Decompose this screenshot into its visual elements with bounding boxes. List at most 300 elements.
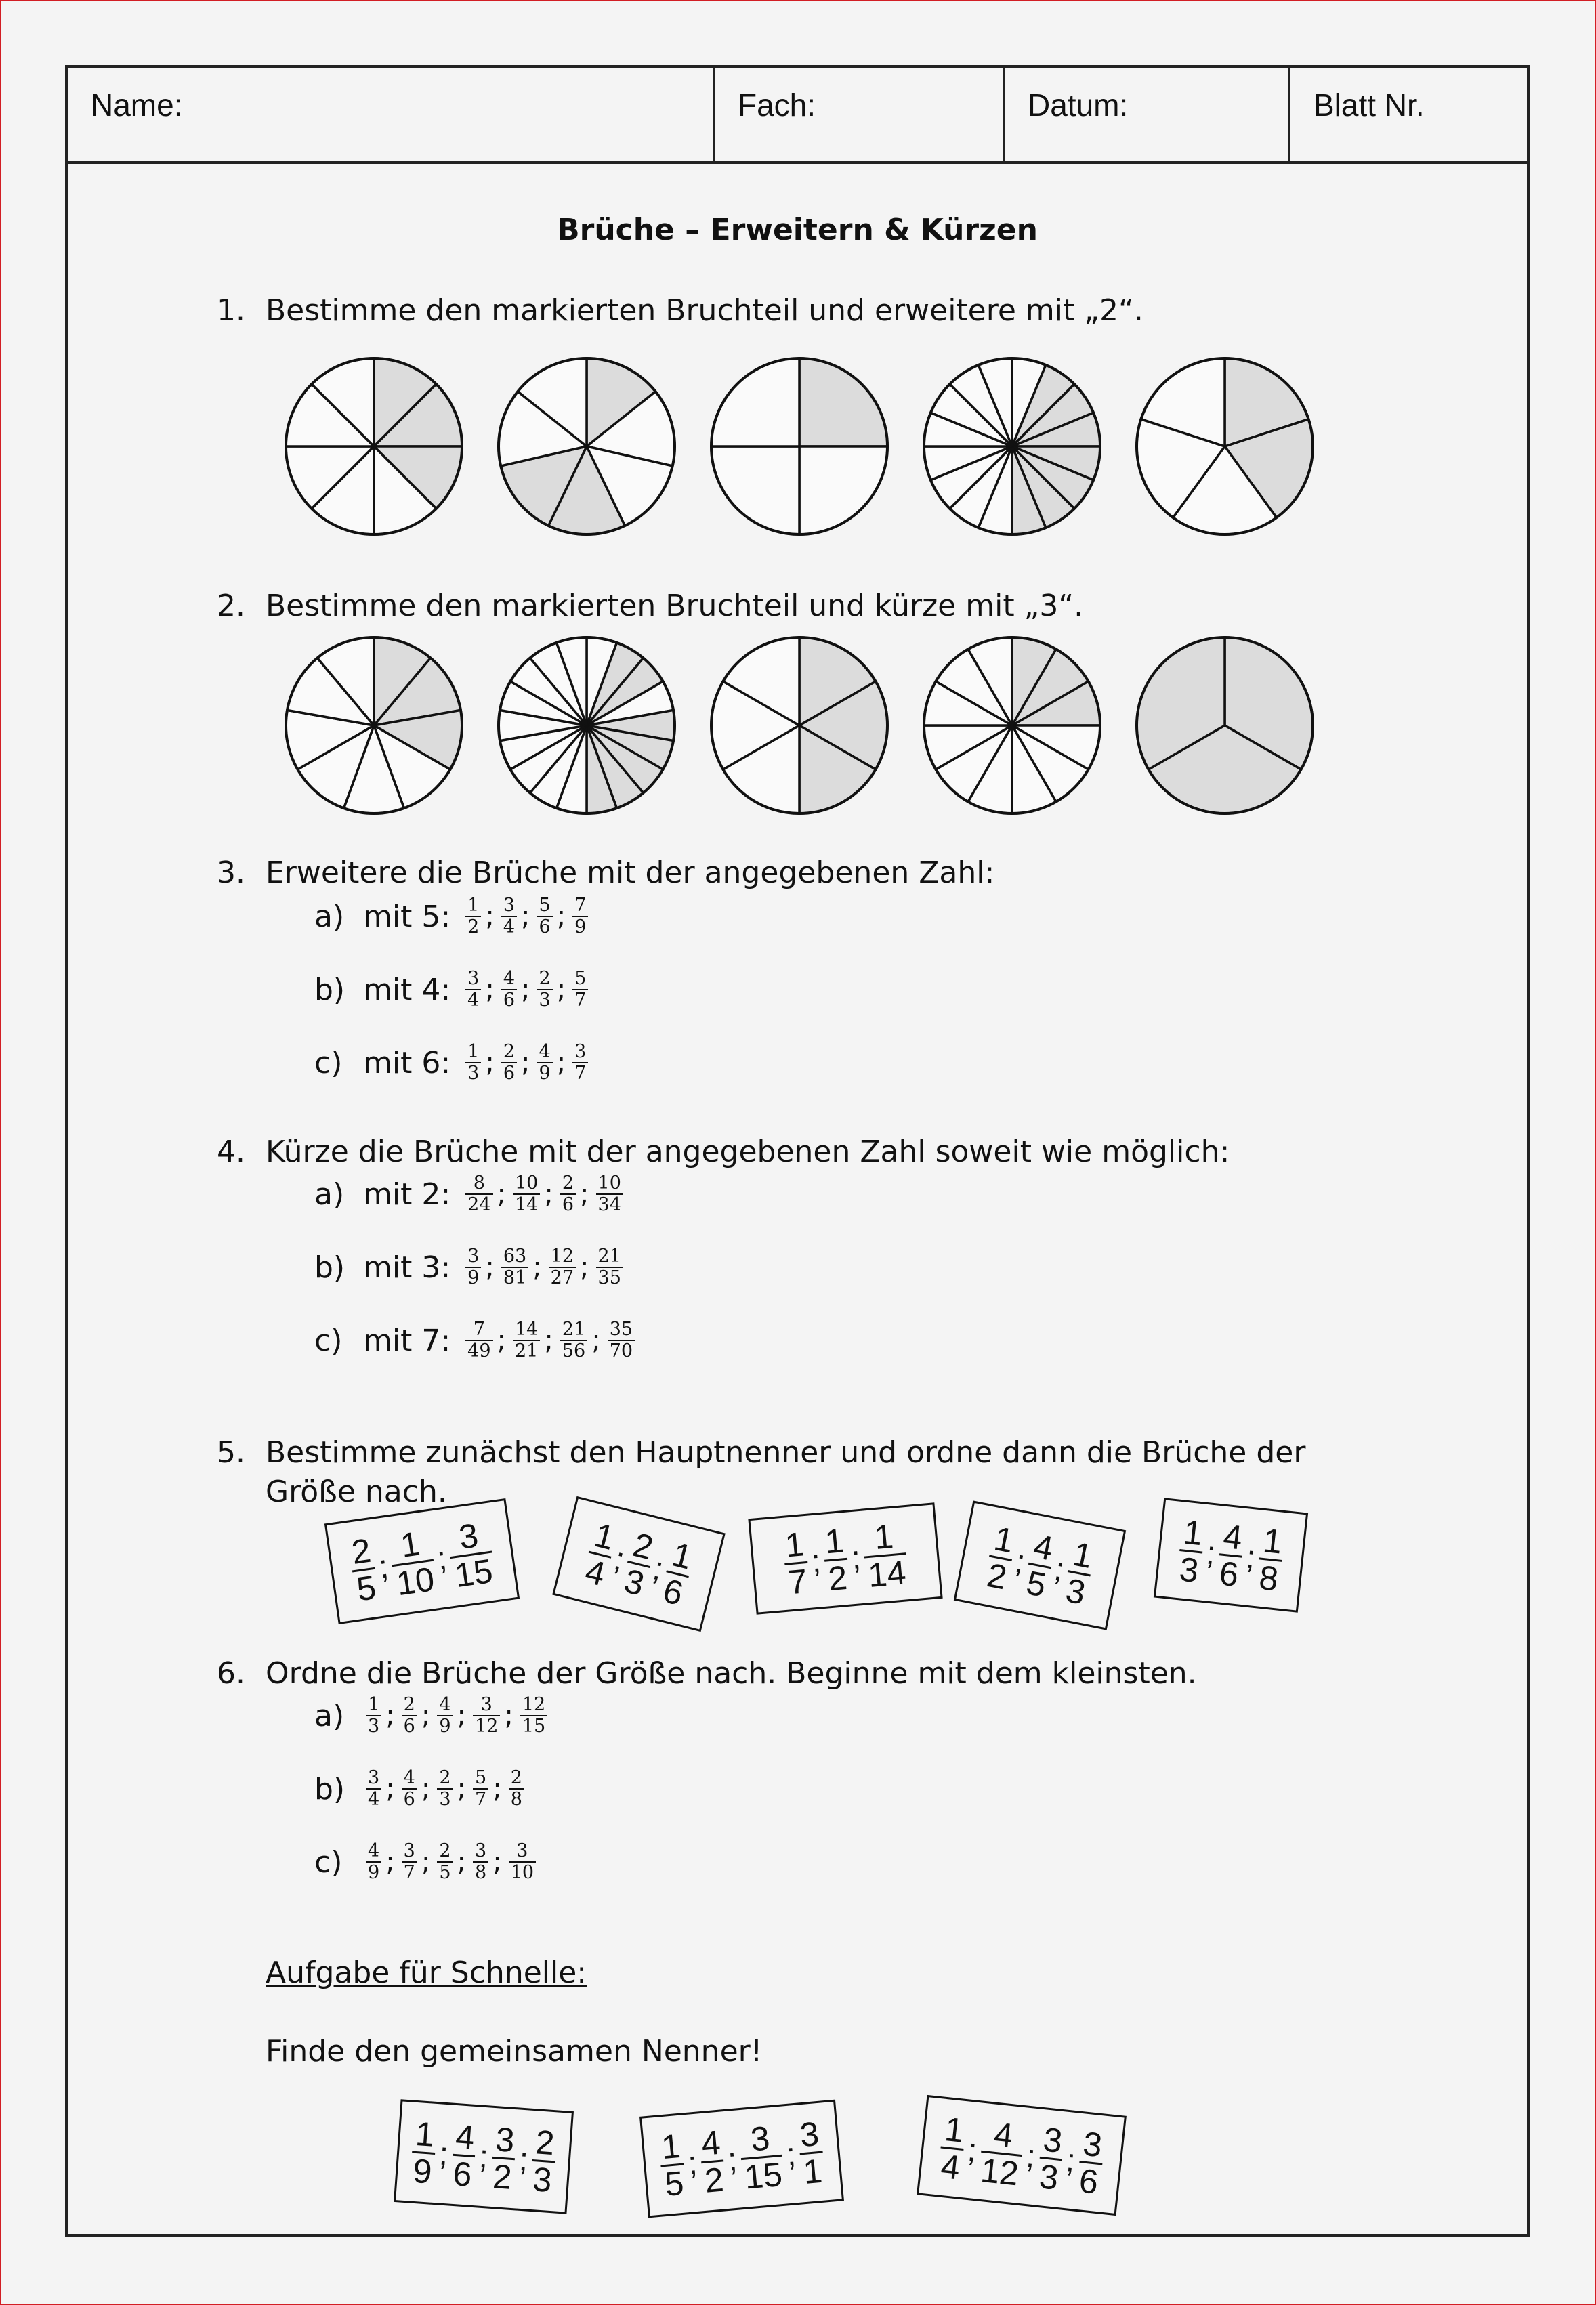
numerator: 8	[473, 1172, 485, 1193]
numerator: 7	[574, 895, 587, 916]
fraction	[782, 1526, 811, 1601]
factor-label: mit 7:	[363, 1323, 451, 1358]
separator: ;	[421, 1700, 431, 1731]
numerator: 3	[467, 968, 480, 989]
fraction	[410, 2115, 438, 2189]
numerator: 10	[597, 1172, 621, 1193]
numerator: 3	[467, 1246, 480, 1267]
fraction	[501, 1042, 517, 1084]
subtask-c	[314, 1825, 539, 1899]
separator: ;	[556, 901, 566, 932]
separator: ;	[457, 1773, 467, 1804]
fraction	[596, 1173, 623, 1215]
subtask-b	[314, 952, 591, 1027]
denominator: 6	[560, 1193, 576, 1215]
fraction	[366, 1768, 381, 1810]
separator: ;	[485, 974, 495, 1005]
fraction	[658, 1536, 698, 1611]
numerator: 4	[992, 2115, 1015, 2155]
numerator: 3	[503, 895, 516, 916]
worksheet	[65, 65, 1530, 2237]
separator: ;	[686, 2144, 699, 2182]
denominator: 3	[366, 1715, 381, 1737]
fraction	[537, 1042, 553, 1084]
fraction	[348, 1532, 380, 1607]
numerator: 1	[1261, 1521, 1284, 1561]
denominator: 6	[501, 1062, 517, 1084]
numerator: 1	[823, 1521, 846, 1561]
fraction	[608, 1319, 635, 1361]
fraction	[822, 1522, 851, 1596]
question-text: Kürze die Brüche mit der angegebenen Zahl soweit wie möglich:	[266, 1135, 1230, 1169]
denominator: 35	[596, 1267, 623, 1288]
separator: ;	[649, 1550, 667, 1588]
fraction-card	[394, 2099, 574, 2214]
fraction	[572, 969, 588, 1011]
fraction	[580, 1517, 620, 1592]
q2-circle-5	[1133, 634, 1316, 817]
fraction	[530, 2124, 558, 2198]
separator: ;	[421, 1846, 431, 1878]
fraction	[1255, 1522, 1286, 1596]
numerator: 4	[368, 1840, 380, 1861]
fraction	[437, 1768, 453, 1810]
fraction	[437, 1695, 453, 1737]
header-table	[68, 68, 1527, 164]
numerator: 1	[467, 1041, 480, 1062]
fraction	[938, 2111, 968, 2185]
denominator: 1	[799, 2151, 825, 2190]
separator: ;	[610, 1540, 629, 1578]
date-field[interactable]	[1003, 68, 1288, 161]
denominator: 15	[741, 2154, 786, 2195]
denominator: 9	[437, 1715, 453, 1737]
numerator: 2	[439, 1840, 451, 1861]
denominator: 2	[465, 916, 481, 937]
subtask-c	[314, 1303, 637, 1378]
separator: ;	[521, 1047, 530, 1078]
numerator: 1	[943, 2109, 966, 2150]
numerator: 21	[562, 1319, 586, 1340]
question-number: 6.	[217, 1656, 245, 1691]
fraction	[982, 1520, 1019, 1595]
fraction	[450, 2118, 478, 2192]
denominator: 10	[509, 1861, 536, 1883]
fraction	[366, 1841, 381, 1883]
fraction	[560, 1173, 576, 1215]
denominator: 5	[437, 1861, 453, 1883]
fraction	[549, 1246, 576, 1288]
numerator: 3	[475, 1840, 487, 1861]
numerator: 2	[534, 2122, 556, 2162]
denominator: 3	[437, 1788, 453, 1810]
denominator: 34	[596, 1193, 623, 1215]
subtask-label: b)	[314, 1771, 345, 1806]
separator: ;	[556, 974, 566, 1005]
denominator: 15	[450, 1550, 497, 1593]
question-text: Bestimme den markierten Bruchteil und kürze mit „3“.	[266, 589, 1084, 623]
separator: ;	[438, 2135, 450, 2172]
subject-label: Fach:	[738, 87, 816, 123]
subtask-label: c)	[314, 1323, 343, 1358]
fraction	[1022, 1527, 1058, 1603]
denominator: 6	[450, 2153, 476, 2192]
separator: ;	[580, 1252, 589, 1283]
fraction	[490, 2121, 518, 2195]
numerator: 14	[515, 1319, 539, 1340]
separator: ;	[1244, 1539, 1257, 1576]
separator: ;	[726, 2141, 739, 2178]
fraction-card	[1154, 1498, 1308, 1613]
separator: ;	[849, 1539, 862, 1576]
subtask-label: c)	[314, 1045, 343, 1080]
numerator: 3	[368, 1767, 380, 1788]
numerator: 4	[403, 1767, 415, 1788]
fraction	[596, 1246, 623, 1288]
pie-row-2	[68, 634, 1527, 837]
fraction	[387, 1524, 438, 1602]
denominator: 7	[572, 989, 588, 1011]
separator: ;	[504, 1700, 513, 1731]
separator: ;	[532, 1252, 542, 1283]
q1-circle-5	[1133, 355, 1316, 538]
bonus-text: Finde den gemeinsamen Nenner!	[266, 2034, 763, 2069]
fraction	[572, 895, 588, 937]
numerator: 1	[660, 2126, 682, 2166]
separator: ;	[1064, 2142, 1078, 2179]
separator: ;	[478, 2138, 490, 2175]
denominator: 15	[520, 1715, 547, 1737]
numerator: 5	[574, 968, 587, 989]
numerator: 4	[1030, 1526, 1057, 1568]
fraction	[509, 1768, 524, 1810]
denominator: 9	[465, 1267, 481, 1288]
fraction	[465, 895, 481, 937]
separator: ;	[457, 1700, 467, 1731]
question-number: 5.	[217, 1435, 245, 1470]
denominator: 5	[352, 1567, 380, 1607]
fraction	[560, 1319, 587, 1361]
fraction	[537, 895, 553, 937]
denominator: 7	[402, 1861, 417, 1883]
fraction	[513, 1173, 540, 1215]
denominator: 4	[501, 916, 517, 937]
denominator: 3	[465, 1062, 481, 1084]
fraction	[473, 1695, 500, 1737]
separator: ;	[421, 1773, 431, 1804]
q1-circle-2	[495, 355, 678, 538]
denominator: 9	[537, 1062, 553, 1084]
numerator: 2	[562, 1172, 574, 1193]
denominator: 3	[1061, 1570, 1091, 1611]
q1-circle-3	[708, 355, 891, 538]
denominator: 8	[1255, 1557, 1282, 1596]
numerator: 35	[609, 1319, 633, 1340]
fraction	[402, 1695, 417, 1737]
numerator: 21	[597, 1246, 621, 1267]
subtask-label: a)	[314, 1698, 345, 1733]
separator: ;	[497, 1325, 506, 1356]
denominator: 5	[1022, 1562, 1051, 1603]
denominator: 7	[572, 1062, 588, 1084]
fraction	[513, 1319, 540, 1361]
denominator: 6	[537, 916, 553, 937]
denominator: 4	[366, 1788, 381, 1810]
fraction	[473, 1768, 488, 1810]
subtask-a	[314, 1678, 550, 1753]
fraction	[473, 1841, 488, 1883]
fraction-card	[639, 2100, 844, 2218]
subject-field[interactable]	[713, 68, 1003, 161]
numerator: 10	[515, 1172, 539, 1193]
fraction	[402, 1768, 417, 1810]
factor-label: mit 4:	[363, 972, 451, 1007]
numerator: 1	[991, 1519, 1017, 1560]
denominator: 3	[619, 1560, 650, 1602]
denominator: 6	[501, 989, 517, 1011]
denominator: 70	[608, 1340, 635, 1361]
separator: ;	[784, 2136, 797, 2173]
numerator: 4	[503, 968, 516, 989]
q2-circle-3	[708, 634, 891, 817]
question-text: Erweitere die Brüche mit der angegebenen Zahl:	[266, 855, 995, 890]
subtask-label: c)	[314, 1844, 343, 1880]
separator: ;	[492, 1846, 502, 1878]
numerator: 2	[439, 1767, 451, 1788]
denominator: 3	[1036, 2156, 1062, 2195]
subtask-a	[314, 1157, 626, 1231]
subtask-label: a)	[314, 899, 345, 934]
denominator: 56	[560, 1340, 587, 1361]
denominator: 12	[977, 2150, 1022, 2191]
numerator: 1	[368, 1694, 380, 1715]
separator: ;	[556, 1047, 566, 1078]
numerator: 2	[510, 1767, 522, 1788]
denominator: 10	[392, 1559, 439, 1601]
page-title: Brüche – Erweitern & Kürzen	[557, 213, 1038, 247]
numerator: 7	[473, 1319, 485, 1340]
numerator: 2	[349, 1531, 373, 1571]
fraction-card	[552, 1496, 726, 1632]
question-number: 1.	[217, 293, 245, 328]
denominator: 4	[465, 989, 481, 1011]
separator: ;	[1024, 2138, 1038, 2175]
date-label: Datum:	[1028, 87, 1129, 123]
fraction	[366, 1695, 381, 1737]
denominator: 2	[490, 2156, 516, 2195]
denominator: 7	[784, 1561, 810, 1600]
fraction	[465, 1042, 481, 1084]
denominator: 6	[1216, 1553, 1242, 1592]
pie-row-1	[68, 355, 1527, 558]
denominator: 24	[465, 1193, 492, 1215]
factor-label: mit 6:	[363, 1045, 451, 1080]
numerator: 3	[403, 1840, 415, 1861]
separator: ;	[1051, 1550, 1068, 1588]
subtask-label: a)	[314, 1177, 345, 1212]
separator: ;	[485, 1252, 495, 1283]
question-number: 3.	[217, 855, 245, 890]
denominator: 3	[1176, 1549, 1202, 1588]
q2-circle-2	[495, 634, 678, 817]
fraction	[862, 1517, 910, 1593]
numerator: 4	[439, 1694, 451, 1715]
subtask-label: b)	[314, 1250, 345, 1285]
numerator: 5	[475, 1767, 487, 1788]
numerator: 63	[503, 1246, 527, 1267]
separator: ;	[485, 1047, 495, 1078]
numerator: 3	[798, 2114, 821, 2154]
separator: ;	[544, 1325, 553, 1356]
name-label: Name:	[91, 87, 183, 123]
numerator: 5	[539, 895, 551, 916]
numerator: 1	[590, 1515, 618, 1557]
q2-circle-4	[921, 634, 1104, 817]
fraction	[465, 969, 481, 1011]
separator: ;	[544, 1179, 553, 1210]
separator: ;	[492, 1773, 502, 1804]
fraction	[501, 969, 517, 1011]
sheet-number-field[interactable]	[1288, 68, 1530, 161]
denominator: 3	[537, 989, 553, 1011]
numerator: 3	[494, 2119, 516, 2159]
separator: ;	[376, 1548, 391, 1586]
numerator: 3	[456, 1515, 481, 1557]
fraction	[1036, 2121, 1066, 2196]
separator: ;	[521, 974, 530, 1005]
denominator: 4	[580, 1550, 611, 1592]
subtask-c	[314, 1025, 591, 1100]
fraction	[445, 1516, 497, 1594]
factor-label: mit 5:	[363, 899, 451, 934]
fraction	[1061, 1536, 1097, 1611]
question-text: Bestimme zunächst den Hauptnenner und ordne dann die Brüche der Größe nach.	[266, 1435, 1306, 1509]
fraction	[658, 2128, 687, 2202]
denominator: 2	[982, 1555, 1012, 1595]
separator: ;	[385, 1773, 395, 1804]
denominator: 49	[465, 1340, 492, 1361]
separator: ;	[1204, 1534, 1217, 1571]
fraction	[402, 1841, 417, 1883]
fraction	[465, 1319, 492, 1361]
numerator: 4	[539, 1041, 551, 1062]
denominator: 5	[661, 2163, 687, 2202]
numerator: 3	[574, 1041, 587, 1062]
separator: ;	[485, 901, 495, 932]
numerator: 1	[1070, 1534, 1096, 1576]
numerator: 4	[699, 2123, 722, 2163]
separator: ;	[434, 1540, 449, 1578]
fraction-card	[324, 1498, 520, 1624]
numerator: 2	[403, 1694, 415, 1715]
fraction	[797, 2115, 826, 2190]
denominator: 2	[701, 2159, 727, 2199]
denominator: 6	[658, 1570, 689, 1612]
numerator: 2	[503, 1041, 516, 1062]
denominator: 81	[501, 1267, 528, 1288]
separator: ;	[1012, 1543, 1028, 1580]
numerator: 3	[1081, 2124, 1104, 2164]
denominator: 7	[473, 1788, 488, 1810]
separator: ;	[580, 1179, 589, 1210]
fraction-card	[954, 1500, 1126, 1630]
separator: ;	[497, 1179, 506, 1210]
denominator: 6	[1076, 2160, 1102, 2199]
denominator: 2	[824, 1557, 850, 1596]
fraction	[501, 1246, 528, 1288]
q1-circle-1	[282, 355, 465, 538]
sheet-number-label: Blatt Nr.	[1314, 87, 1425, 123]
fraction	[501, 895, 517, 937]
factor-label: mit 2:	[363, 1177, 451, 1212]
q2-circle-1	[282, 634, 465, 817]
denominator: 14	[513, 1193, 540, 1215]
numerator: 2	[539, 968, 551, 989]
numerator: 4	[1221, 1517, 1244, 1557]
question-text: Bestimme den markierten Bruchteil und erweitere mit „2“.	[266, 293, 1143, 328]
denominator: 12	[473, 1715, 500, 1737]
denominator: 9	[572, 916, 588, 937]
fraction	[465, 1173, 492, 1215]
denominator: 9	[366, 1861, 381, 1883]
fraction	[977, 2115, 1026, 2191]
subtask-a	[314, 879, 591, 954]
subtask-b	[314, 1230, 626, 1305]
separator: ;	[965, 2132, 979, 2169]
separator: ;	[521, 901, 530, 932]
subtask-label: b)	[314, 972, 345, 1007]
fraction	[698, 2124, 727, 2199]
numerator: 1	[873, 1517, 895, 1557]
fraction	[537, 969, 553, 1011]
denominator: 21	[513, 1340, 540, 1361]
question-number: 2.	[217, 589, 245, 623]
numerator: 3	[1041, 2119, 1064, 2160]
question-text: Ordne die Brüche der Größe nach. Beginne mit dem kleinsten.	[266, 1656, 1197, 1691]
q1-circle-4	[921, 355, 1104, 538]
numerator: 1	[398, 1524, 423, 1565]
numerator: 3	[480, 1694, 492, 1715]
numerator: 4	[454, 2117, 476, 2157]
fraction	[738, 2119, 786, 2195]
fraction	[1176, 1514, 1206, 1588]
name-field[interactable]	[68, 68, 713, 161]
fraction	[520, 1695, 547, 1737]
numerator: 3	[749, 2118, 772, 2159]
bonus-heading: Aufgabe für Schnelle:	[266, 1955, 587, 1990]
separator: ;	[810, 1542, 822, 1580]
numerator: 12	[522, 1694, 546, 1715]
denominator: 6	[402, 1788, 417, 1810]
fraction-card	[748, 1502, 942, 1615]
denominator: 6	[402, 1715, 417, 1737]
denominator: 8	[509, 1788, 524, 1810]
fraction-card	[917, 2095, 1127, 2216]
separator: ;	[385, 1700, 395, 1731]
numerator: 2	[629, 1525, 657, 1567]
fraction	[1216, 1518, 1246, 1592]
fraction	[465, 1246, 481, 1288]
separator: ;	[385, 1846, 395, 1878]
factor-label: mit 3:	[363, 1250, 451, 1285]
fraction	[572, 1042, 588, 1084]
separator: ;	[591, 1325, 601, 1356]
question-number: 4.	[217, 1135, 245, 1169]
denominator: 3	[530, 2159, 555, 2198]
denominator: 4	[938, 2146, 964, 2185]
numerator: 1	[1181, 1513, 1204, 1552]
fraction	[509, 1841, 536, 1883]
